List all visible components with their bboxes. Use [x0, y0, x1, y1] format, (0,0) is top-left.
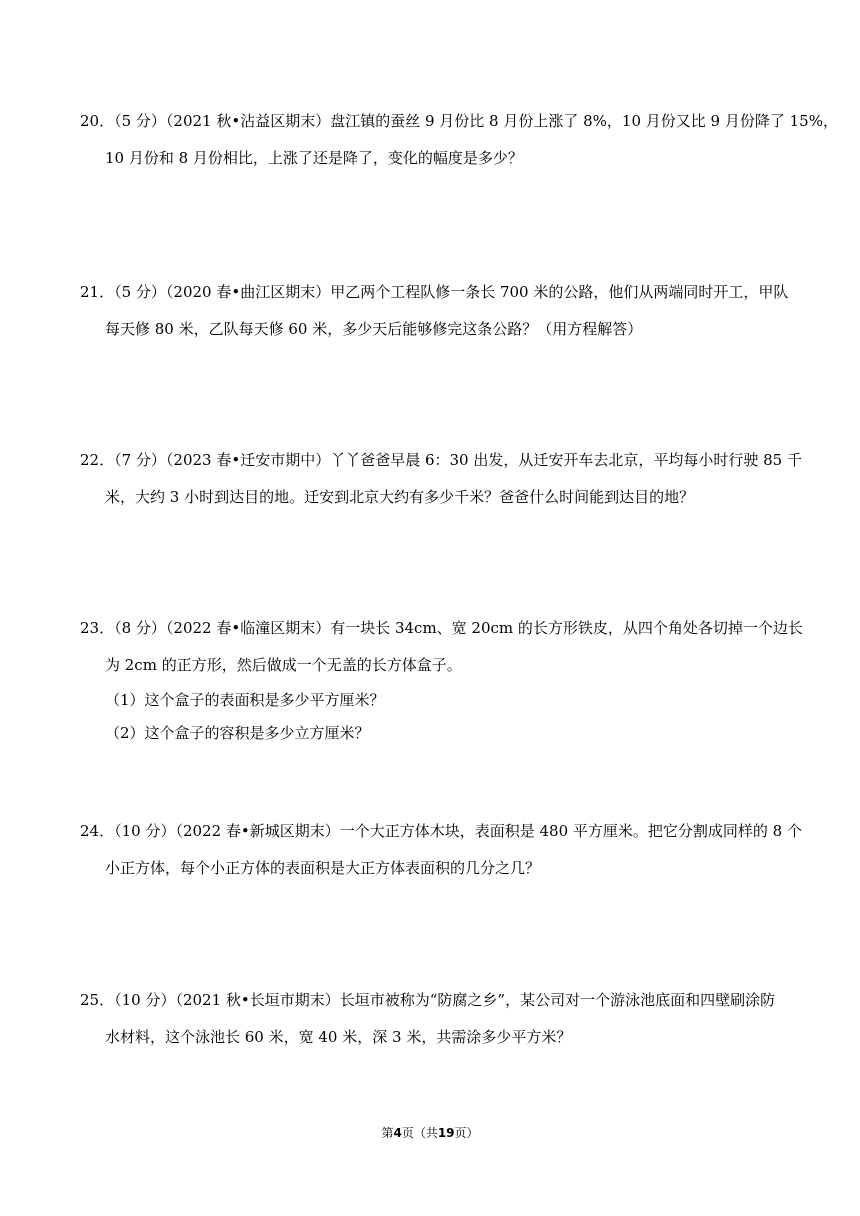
question-23	[80, 610, 803, 750]
question-text-line: 10 月份和 8 月份相比，上涨了还是降了，变化的幅度是多少？	[105, 149, 523, 167]
page-footer	[0, 1124, 860, 1141]
question-22	[80, 442, 802, 516]
sub-question-2: （2）这个盒子的容积是多少立方厘米？	[105, 724, 370, 742]
question-text-line: 每天修 80 米，乙队每天修 60 米，多少天后能够修完这条公路？（用方程解答）	[105, 320, 643, 338]
question-21	[80, 274, 789, 348]
question-text-line: 23．（8 分）（2022 春•临潼区期末）有一块长 34cm、宽 20cm 的长方形铁皮，从四个角处各切掉一个边长	[80, 619, 803, 637]
footer-total-pages: 19	[437, 1126, 455, 1140]
question-25	[80, 982, 784, 1056]
question-text-line: 水材料，这个泳池长 60 米，宽 40 米，深 3 米，共需涂多少平方米？	[105, 1028, 572, 1046]
question-20	[80, 103, 838, 177]
footer-middle: 页（共	[401, 1126, 438, 1140]
question-text-line: 22．（7 分）（2023 春•迁安市期中）丫丫爸爸早晨 6：30 出发，从迁安开车去北京，平均每小时行驶 85 千	[80, 451, 802, 469]
question-text-line: 24．（10 分）（2022 春•新城区期末）一个大正方体木块，表面积是 480 平方厘米。把它分割成同样的 8 个	[80, 822, 802, 840]
question-text-line: 米，大约 3 小时到达目的地。迁安到北京大约有多少千米？爸爸什么时间能到达目的地？	[105, 488, 695, 506]
footer-prefix: 第	[381, 1126, 394, 1140]
footer-suffix: 页）	[454, 1126, 479, 1140]
question-24	[80, 813, 802, 887]
question-text-line: 20．（5 分）（2021 秋•沾益区期末）盘江镇的蚕丝 9 月份比 8 月份上涨了 8%，10 月份又比 9 月份降了 15%，	[80, 112, 838, 130]
question-text-line: 为 2cm 的正方形，然后做成一个无盖的长方体盒子。	[105, 656, 462, 674]
footer-page-number: 4	[393, 1126, 402, 1140]
question-text-line: 25．（10 分）（2021 秋•长垣市期末）长垣市被称为“防腐之乡”，某公司对一个游泳池底面和四壁刷涂防	[80, 991, 776, 1009]
question-text-line: 21．（5 分）（2020 春•曲江区期末）甲乙两个工程队修一条长 700 米的公路，他们从两端同时开工，甲队	[80, 283, 789, 301]
sub-question-1: （1）这个盒子的表面积是多少平方厘米？	[105, 691, 385, 709]
question-text-line: 小正方体，每个小正方体的表面积是大正方体表面积的几分之几？	[105, 859, 541, 877]
